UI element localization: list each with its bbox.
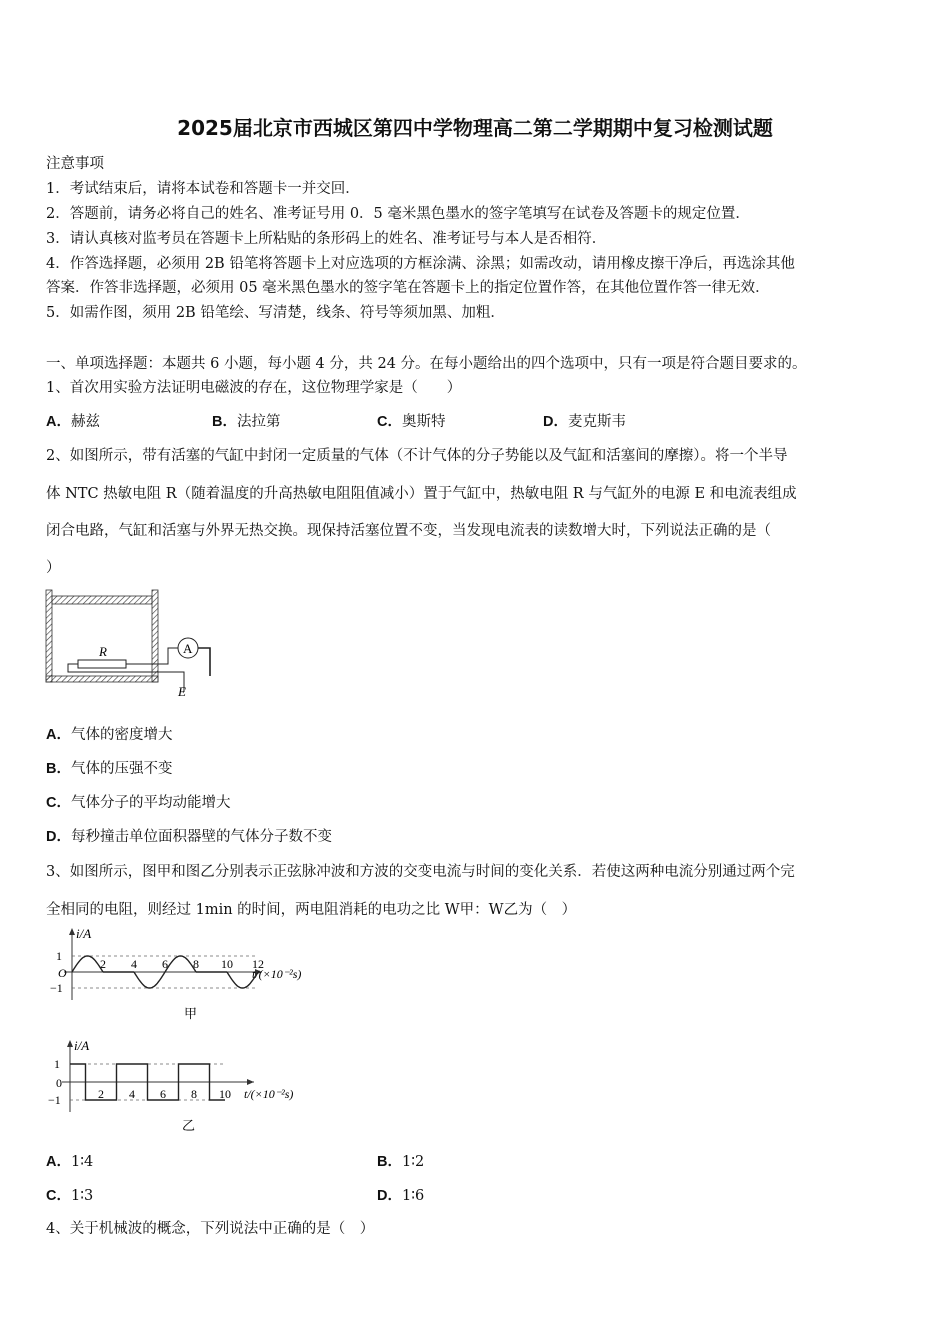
chart-yi bbox=[44, 1036, 334, 1134]
q3-option-a: A．1∶4 bbox=[46, 1154, 94, 1170]
q1-stem: 1、首次用实验方法证明电磁波的存在，这位物理学家是（ ） bbox=[46, 380, 462, 396]
q2-stem-line-2: 体 NTC 热敏电阻 R（随着温度的升高热敏电阻阻值减小）置于气缸中，热敏电阻 R 与气缸外的电源 E 和电流表组成 bbox=[46, 486, 797, 502]
notice-item-3: 3．请认真核对监考员在答题卡上所粘贴的条形码上的姓名、准考证号与本人是否相符． bbox=[46, 231, 607, 247]
y-axis-label: i/A bbox=[74, 1038, 90, 1053]
ammeter-label: A bbox=[183, 641, 193, 656]
x-tick-label: 6 bbox=[160, 1087, 166, 1101]
q3-stem-line-2: 全相同的电阻，则经过 1min 的时间，两电阻消耗的电功之比 W甲：W乙为（ ） bbox=[46, 902, 577, 918]
q2-option-b: B．气体的压强不变 bbox=[46, 761, 173, 777]
origin-label: 0 bbox=[56, 1076, 62, 1090]
notice-item-4: 4．作答选择题，必须用 2B 铅笔将答题卡上对应选项的方框涂满、涂黑；如需改动，请用橡皮擦干净后，再选涂其他 bbox=[46, 256, 795, 272]
x-tick-label: 4 bbox=[129, 1087, 135, 1101]
q3-option-d: D．1∶6 bbox=[377, 1188, 425, 1204]
q1-option-c: C．奥斯特 bbox=[377, 414, 446, 430]
chart-jia bbox=[44, 924, 334, 1022]
chart-caption: 甲 bbox=[184, 1006, 198, 1021]
q4-stem: 4、关于机械波的概念，下列说法中正确的是（ ） bbox=[46, 1221, 375, 1237]
x-tick-label: 2 bbox=[98, 1087, 104, 1101]
x-tick-label: 2 bbox=[100, 957, 106, 971]
resistor-label: R bbox=[99, 644, 107, 659]
x-tick-label: 12 bbox=[252, 957, 264, 971]
thermistor bbox=[78, 660, 126, 668]
notice-heading: 注意事项 bbox=[46, 156, 104, 172]
x-tick-label: 4 bbox=[131, 957, 137, 971]
y-axis-arrow bbox=[67, 1040, 73, 1047]
piston bbox=[52, 596, 152, 604]
y-tick-label: −1 bbox=[50, 981, 63, 995]
notice-item-1: 1．考试结束后，请将本试卷和答题卡一并交回． bbox=[46, 181, 360, 197]
q3-stem-line-1: 3、如图所示，图甲和图乙分别表示正弦脉冲波和方波的交变电流与时间的变化关系．若使这两种电流分别通过两个完 bbox=[46, 864, 795, 880]
cylinder-bottom bbox=[46, 676, 158, 682]
cylinder-circuit-figure bbox=[44, 586, 224, 701]
y-tick-label: 1 bbox=[54, 1057, 60, 1071]
y-axis-arrow bbox=[69, 928, 75, 935]
y-axis-label: i/A bbox=[76, 926, 92, 941]
page-title: 2025届北京市西城区第四中学物理高二第二学期期中复习检测试题 bbox=[177, 116, 773, 140]
q2-option-a: A．气体的密度增大 bbox=[46, 727, 173, 743]
q1-option-a: A．赫兹 bbox=[46, 414, 100, 430]
q2-option-c: C．气体分子的平均动能增大 bbox=[46, 795, 231, 811]
x-tick-label: 8 bbox=[191, 1087, 197, 1101]
x-axis-label: t/(×10⁻²s) bbox=[252, 967, 302, 981]
x-tick-label: 10 bbox=[219, 1087, 231, 1101]
x-axis-arrow bbox=[247, 1079, 254, 1085]
q1-option-b: B．法拉第 bbox=[212, 414, 281, 430]
q2-stem-line-3: 闭合电路，气缸和活塞与外界无热交换。现保持活塞位置不变，当发现电流表的读数增大时，下列说法正确的是（ bbox=[46, 523, 771, 539]
q2-stem-line-1: 2、如图所示，带有活塞的气缸中封闭一定质量的气体（不计气体的分子势能以及气缸和活塞间的摩擦）。将一个半导 bbox=[46, 448, 788, 464]
series-segment bbox=[134, 972, 165, 988]
notice-item-5: 5．如需作图，须用 2B 铅笔绘、写清楚，线条、符号等须加黑、加粗． bbox=[46, 305, 505, 321]
q2-option-d: D．每秒撞击单位面积器壁的气体分子数不变 bbox=[46, 829, 332, 845]
x-tick-label: 10 bbox=[221, 957, 233, 971]
origin-label: O bbox=[58, 966, 67, 980]
q3-option-b: B．1∶2 bbox=[377, 1154, 425, 1170]
y-tick-label: 1 bbox=[56, 949, 62, 963]
series-segment bbox=[72, 956, 103, 972]
section-heading: 一、单项选择题：本题共 6 小题，每小题 4 分，共 24 分。在每小题给出的四个选项中，只有一项是符合题目要求的。 bbox=[46, 356, 807, 372]
chart-caption: 乙 bbox=[182, 1118, 196, 1133]
y-tick-label: −1 bbox=[48, 1093, 61, 1107]
x-tick-label: 6 bbox=[162, 957, 168, 971]
q2-stem-line-4: ） bbox=[46, 560, 61, 576]
series-segment bbox=[165, 956, 196, 972]
source-label: E bbox=[178, 684, 186, 699]
cylinder-right-wall bbox=[152, 590, 158, 682]
x-axis-label: t/(×10⁻²s) bbox=[244, 1087, 294, 1101]
notice-item-2: 2．答题前，请务必将自己的姓名、准考证号用 0．5 毫米黑色墨水的签字笔填写在试卷及答题卡的规定位置． bbox=[46, 206, 750, 222]
x-tick-label: 8 bbox=[193, 957, 199, 971]
q1-option-d: D．麦克斯韦 bbox=[543, 414, 626, 430]
cylinder-left-wall bbox=[46, 590, 52, 682]
q3-option-c: C．1∶3 bbox=[46, 1188, 94, 1204]
notice-item-4-cont: 答案．作答非选择题，必须用 05 毫米黑色墨水的签字笔在答题卡上的指定位置作答，在其他位置作答一律无效． bbox=[46, 280, 770, 296]
